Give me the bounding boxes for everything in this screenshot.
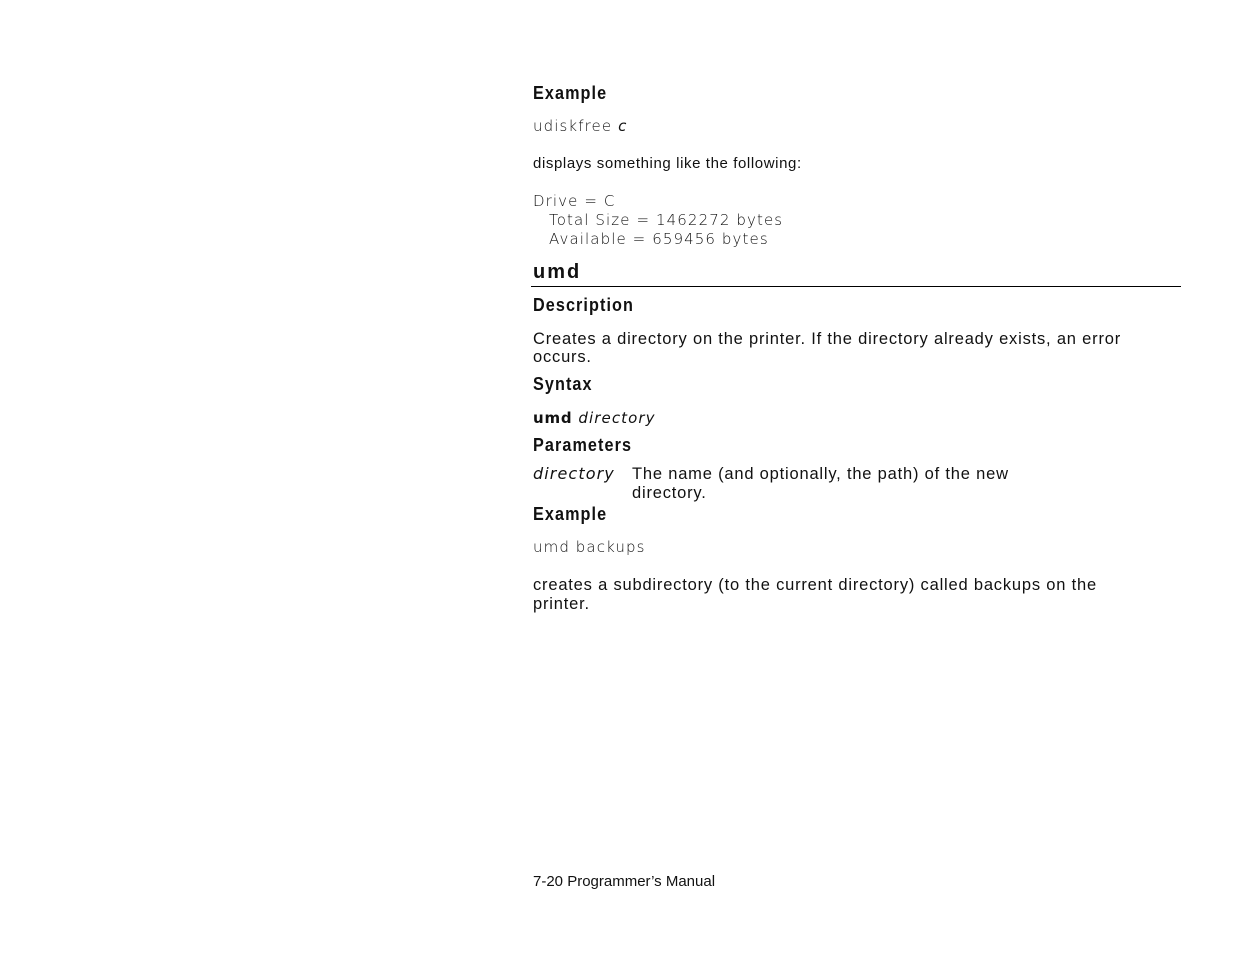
command-argument: c: [618, 117, 628, 135]
syntax-argument: directory: [578, 409, 656, 427]
parameters-heading: Parameters: [533, 435, 633, 455]
command-name: udiskfree: [533, 117, 613, 135]
page-footer: 7-20 Programmer’s Manual: [533, 873, 716, 890]
description-line-1: Creates a directory on the printer. If the directory already exists, an error: [533, 330, 1122, 348]
parameter-description-line-1: The name (and optionally, the path) of the new: [632, 465, 1009, 483]
parameter-description-line-2: directory.: [632, 484, 707, 502]
description-heading: Description: [533, 295, 634, 315]
section-title-umd: umd: [533, 261, 582, 283]
section-divider: [531, 286, 1181, 287]
description-line-2: occurs.: [533, 348, 592, 366]
udiskfree-command: [533, 117, 627, 135]
example-heading: Example: [533, 83, 608, 103]
example-description-line-2: printer.: [533, 595, 590, 613]
syntax-command: umd: [533, 409, 573, 427]
syntax-line: [533, 409, 656, 427]
example-intro-text: displays something like the following:: [533, 155, 802, 172]
parameter-name: directory: [533, 464, 615, 483]
output-line-total-size: Total Size = 1462272 bytes: [549, 211, 784, 229]
example-heading-umd: Example: [533, 504, 608, 524]
umd-example-command: umd backups: [533, 538, 646, 556]
output-line-available: Available = 659456 bytes: [549, 230, 769, 248]
syntax-heading: Syntax: [533, 374, 593, 394]
example-description-line-1: creates a subdirectory (to the current directory) called backups on the: [533, 576, 1097, 594]
output-line-drive: Drive = C: [533, 192, 616, 210]
